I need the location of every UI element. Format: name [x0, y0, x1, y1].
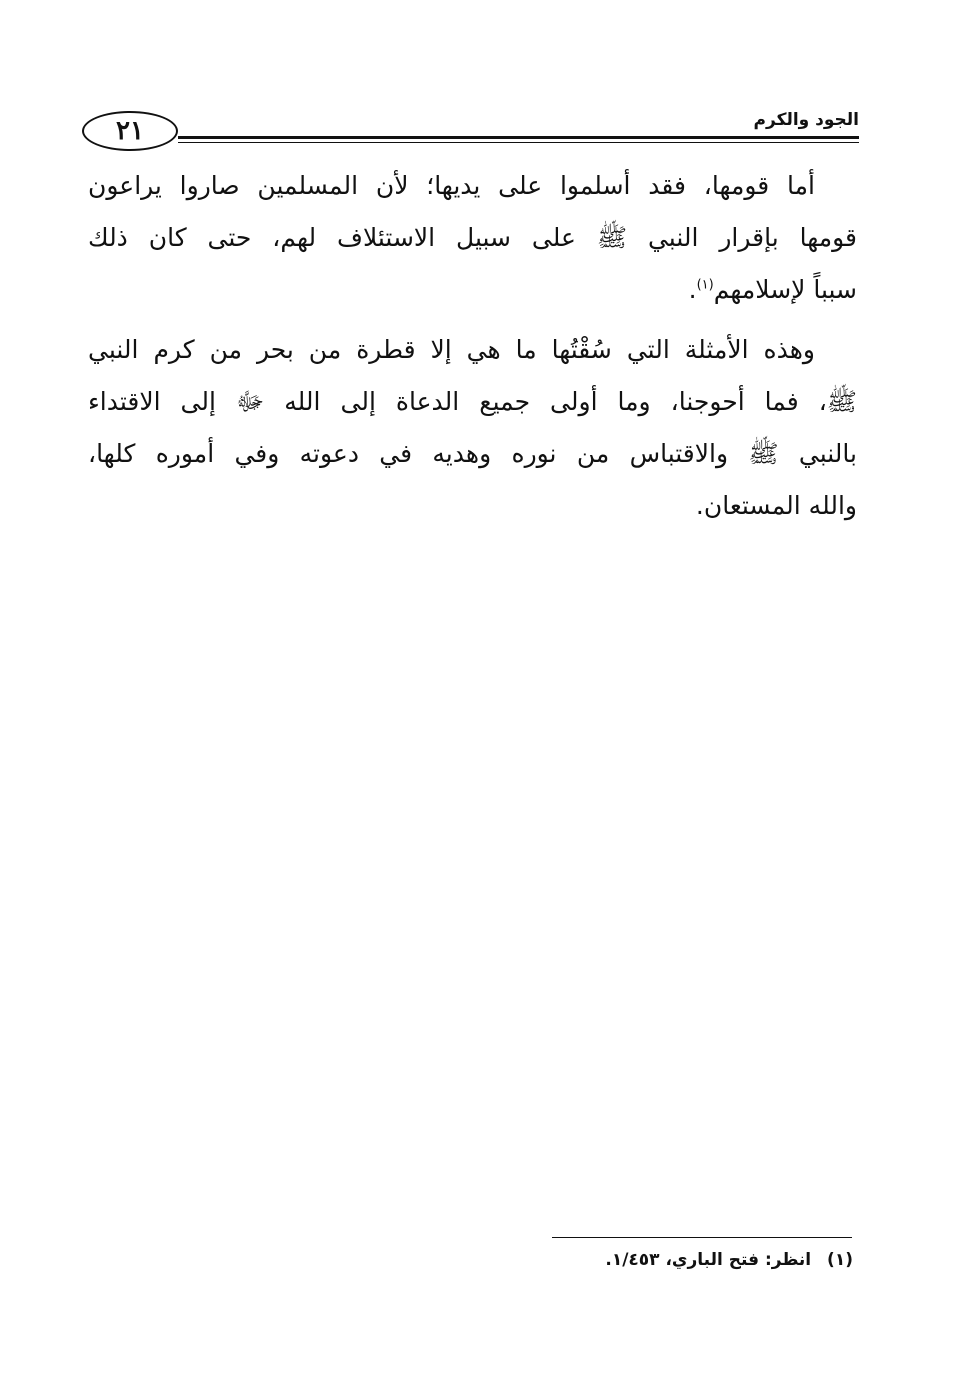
footnote-number: (١)	[827, 1250, 853, 1270]
text-line: أما قومها، فقد أسلموا على يديها؛ لأن المسلمين صاروا يراعون	[88, 171, 815, 200]
header-rule-thin	[178, 142, 859, 143]
text-line: قومها بإقرار النبي ﷺ على سبيل الاستئلاف لهم، حتى كان ذلك	[88, 223, 857, 252]
footnote-separator	[552, 1237, 852, 1238]
text-line: سبباً لإسلامهم	[713, 275, 857, 304]
text-line: وهذه الأمثلة التي سُقْتُها ما هي إلا قطرة من بحر من كرم النبي	[88, 335, 815, 364]
text-line-last	[88, 264, 857, 316]
page-number: ٢١	[116, 116, 144, 146]
paragraph-1	[88, 160, 857, 316]
footnote-reference: (١)	[696, 277, 714, 293]
text-line: بالنبي ﷺ والاقتباس من نوره وهديه في دعوته وفي أموره كلها،	[88, 439, 857, 468]
running-title: الجود والكرم	[753, 110, 859, 130]
body-text	[88, 160, 857, 540]
text-line: والله المستعان.	[695, 491, 857, 520]
header-rule	[178, 136, 859, 139]
footnote-text: انظر: فتح الباري، ١/٤٥٣.	[605, 1250, 812, 1270]
paragraph-2	[88, 324, 857, 532]
footnote	[605, 1250, 853, 1270]
page-number-oval	[82, 111, 178, 151]
page-header	[82, 108, 859, 158]
sentence-end: .	[688, 275, 697, 304]
text-line: ﷺ، فما أحوجنا، وما أولى جميع الدعاة إلى الله ﷻ إلى الاقتداء	[88, 387, 857, 416]
